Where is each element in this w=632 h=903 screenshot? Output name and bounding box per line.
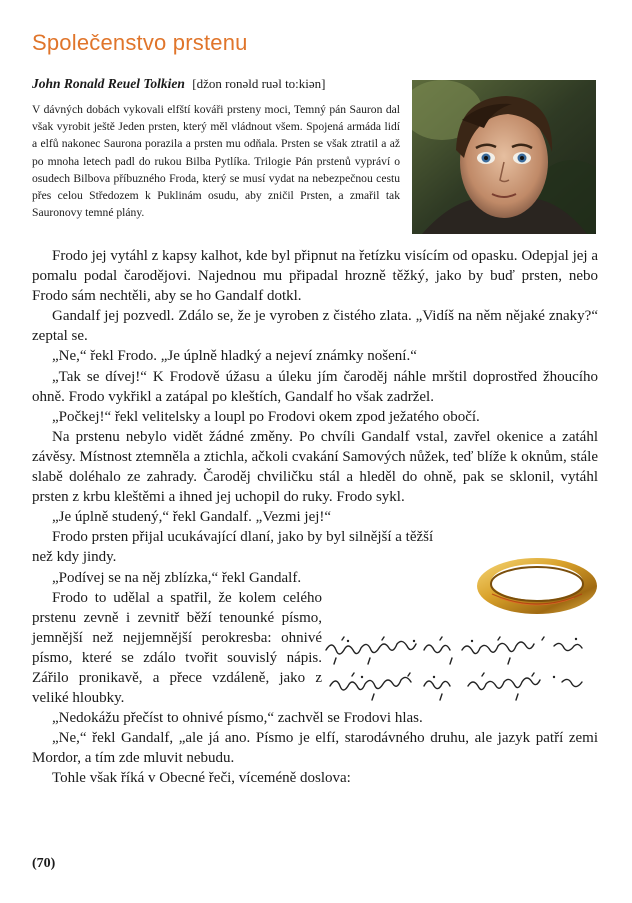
elvish-script-image <box>322 636 592 710</box>
story-paragraph: Frodo jej vytáhl z kapsy kalhot, kde byl připnut na řetízku visícím od opasku. Odepjal jej a pomalu podal čarodějovi. Najednou mu připadal hrozně těžký, jako by buď prsten, nebo Frodo sám nechtěli, aby se ho Gandalf dotkl. <box>32 248 598 305</box>
gold-ring-image <box>472 548 602 618</box>
story-paragraph: Gandalf jej pozvedl. Zdálo se, že je vyroben z čistého zlata. „Vidíš na něm nějaké znaky?“ zeptal se. <box>32 308 598 345</box>
ring-icon <box>472 548 602 618</box>
story-paragraph: Frodo prsten přijal ucukávající dlaní, jako by byl silnější a těžší než kdy jindy. <box>32 529 434 566</box>
story-paragraph: „Ne,“ řekl Frodo. „Je úplně hladký a nejeví známky nošení.“ <box>52 348 417 365</box>
portrait-photo <box>412 80 596 234</box>
story-paragraph: Na prstenu nebylo vidět žádné změny. Po chvíli Gandalf vstal, zavřel okenice a zatáhl závěsy. Místnost ztemněla a ztichla, ačkoli cvakání Samových nůžek, teď blíže k oknům, stále slabě doléhalo ze zahrady. Čaroděj chviličku stál a hleděl do ohně, pak se sklonil, vytáhl prsten z krbu kleštěmi a ihned jej uchopil do ruky. Frodo sykl. <box>32 428 598 506</box>
story-paragraph: „Je úplně studený,“ řekl Gandalf. „Vezmi jej!“ <box>52 509 332 526</box>
author-line <box>32 76 326 92</box>
story-paragraph: Frodo to udělal a spatřil, že kolem celého prstenu zevně i zevnitř běží tenounké písmo, jemnější než nejjemnější perokresba: ohnivé písmo, které se zdálo tvořit souvislý nápis. Zářilo pronikavě, a přece vzdáleně, jako z veliké hloubky. <box>32 589 322 707</box>
author-pronunciation: [džon ronəld ruəl to:kiən] <box>192 76 326 91</box>
elvish-script-icon <box>322 636 592 710</box>
intro-paragraph: V dávných dobách vykovali elfští kováři prsteny moci, Temný pán Sauron dal však vyrobit ještě Jeden prsten, který měl vládnout všem. Spojená armáda lidí a elfů nakonec Saurona porazila a prsten mu odňala. Prsten se však ztratil a až po mnoha letech padl do rukou Bilba Pytlíka. Trilogie Pán prstenů vypráví o osudech Bilbova příbuzného Froda, který se musí vydat na nebezpečnou cestu přes celou Středozem k Puklinám osudu, aby zničil Prsten, a zmařil tak Sauronovy temné plány. <box>32 103 400 220</box>
story-paragraph: „Tak se dívej!“ K Frodově úžasu a úleku jím čaroděj náhle mrštil doprostřed žhoucího ohně. Frodo vykřikl a zatápal po kleštích, Gandalf ho však zadržel. <box>32 368 598 405</box>
author-name: John Ronald Reuel Tolkien <box>32 76 185 91</box>
story-paragraph: Tohle však říká v Obecné řeči, víceméně doslova: <box>52 770 351 787</box>
intro-text <box>32 101 400 221</box>
story-paragraph: „Nedokážu přečíst to ohnivé písmo,“ zachvěl se Frodovi hlas. <box>52 710 423 727</box>
portrait-icon <box>412 80 596 234</box>
page-title: Společenstvo prstenu <box>32 30 248 55</box>
story-paragraph: „Počkej!“ řekl velitelsky a loupl po Frodovi okem zpod ježatého obočí. <box>52 408 480 425</box>
story-paragraph: „Ne,“ řekl Gandalf, „ale já ano. Písmo je elfí, starodávného druhu, ale jazyk patří zemi Mordor, a tím zde mluvit nebudu. <box>32 730 598 767</box>
page-number: (70) <box>32 856 56 871</box>
story-paragraph: „Podívej se na něj zblízka,“ řekl Gandalf. <box>52 569 302 586</box>
